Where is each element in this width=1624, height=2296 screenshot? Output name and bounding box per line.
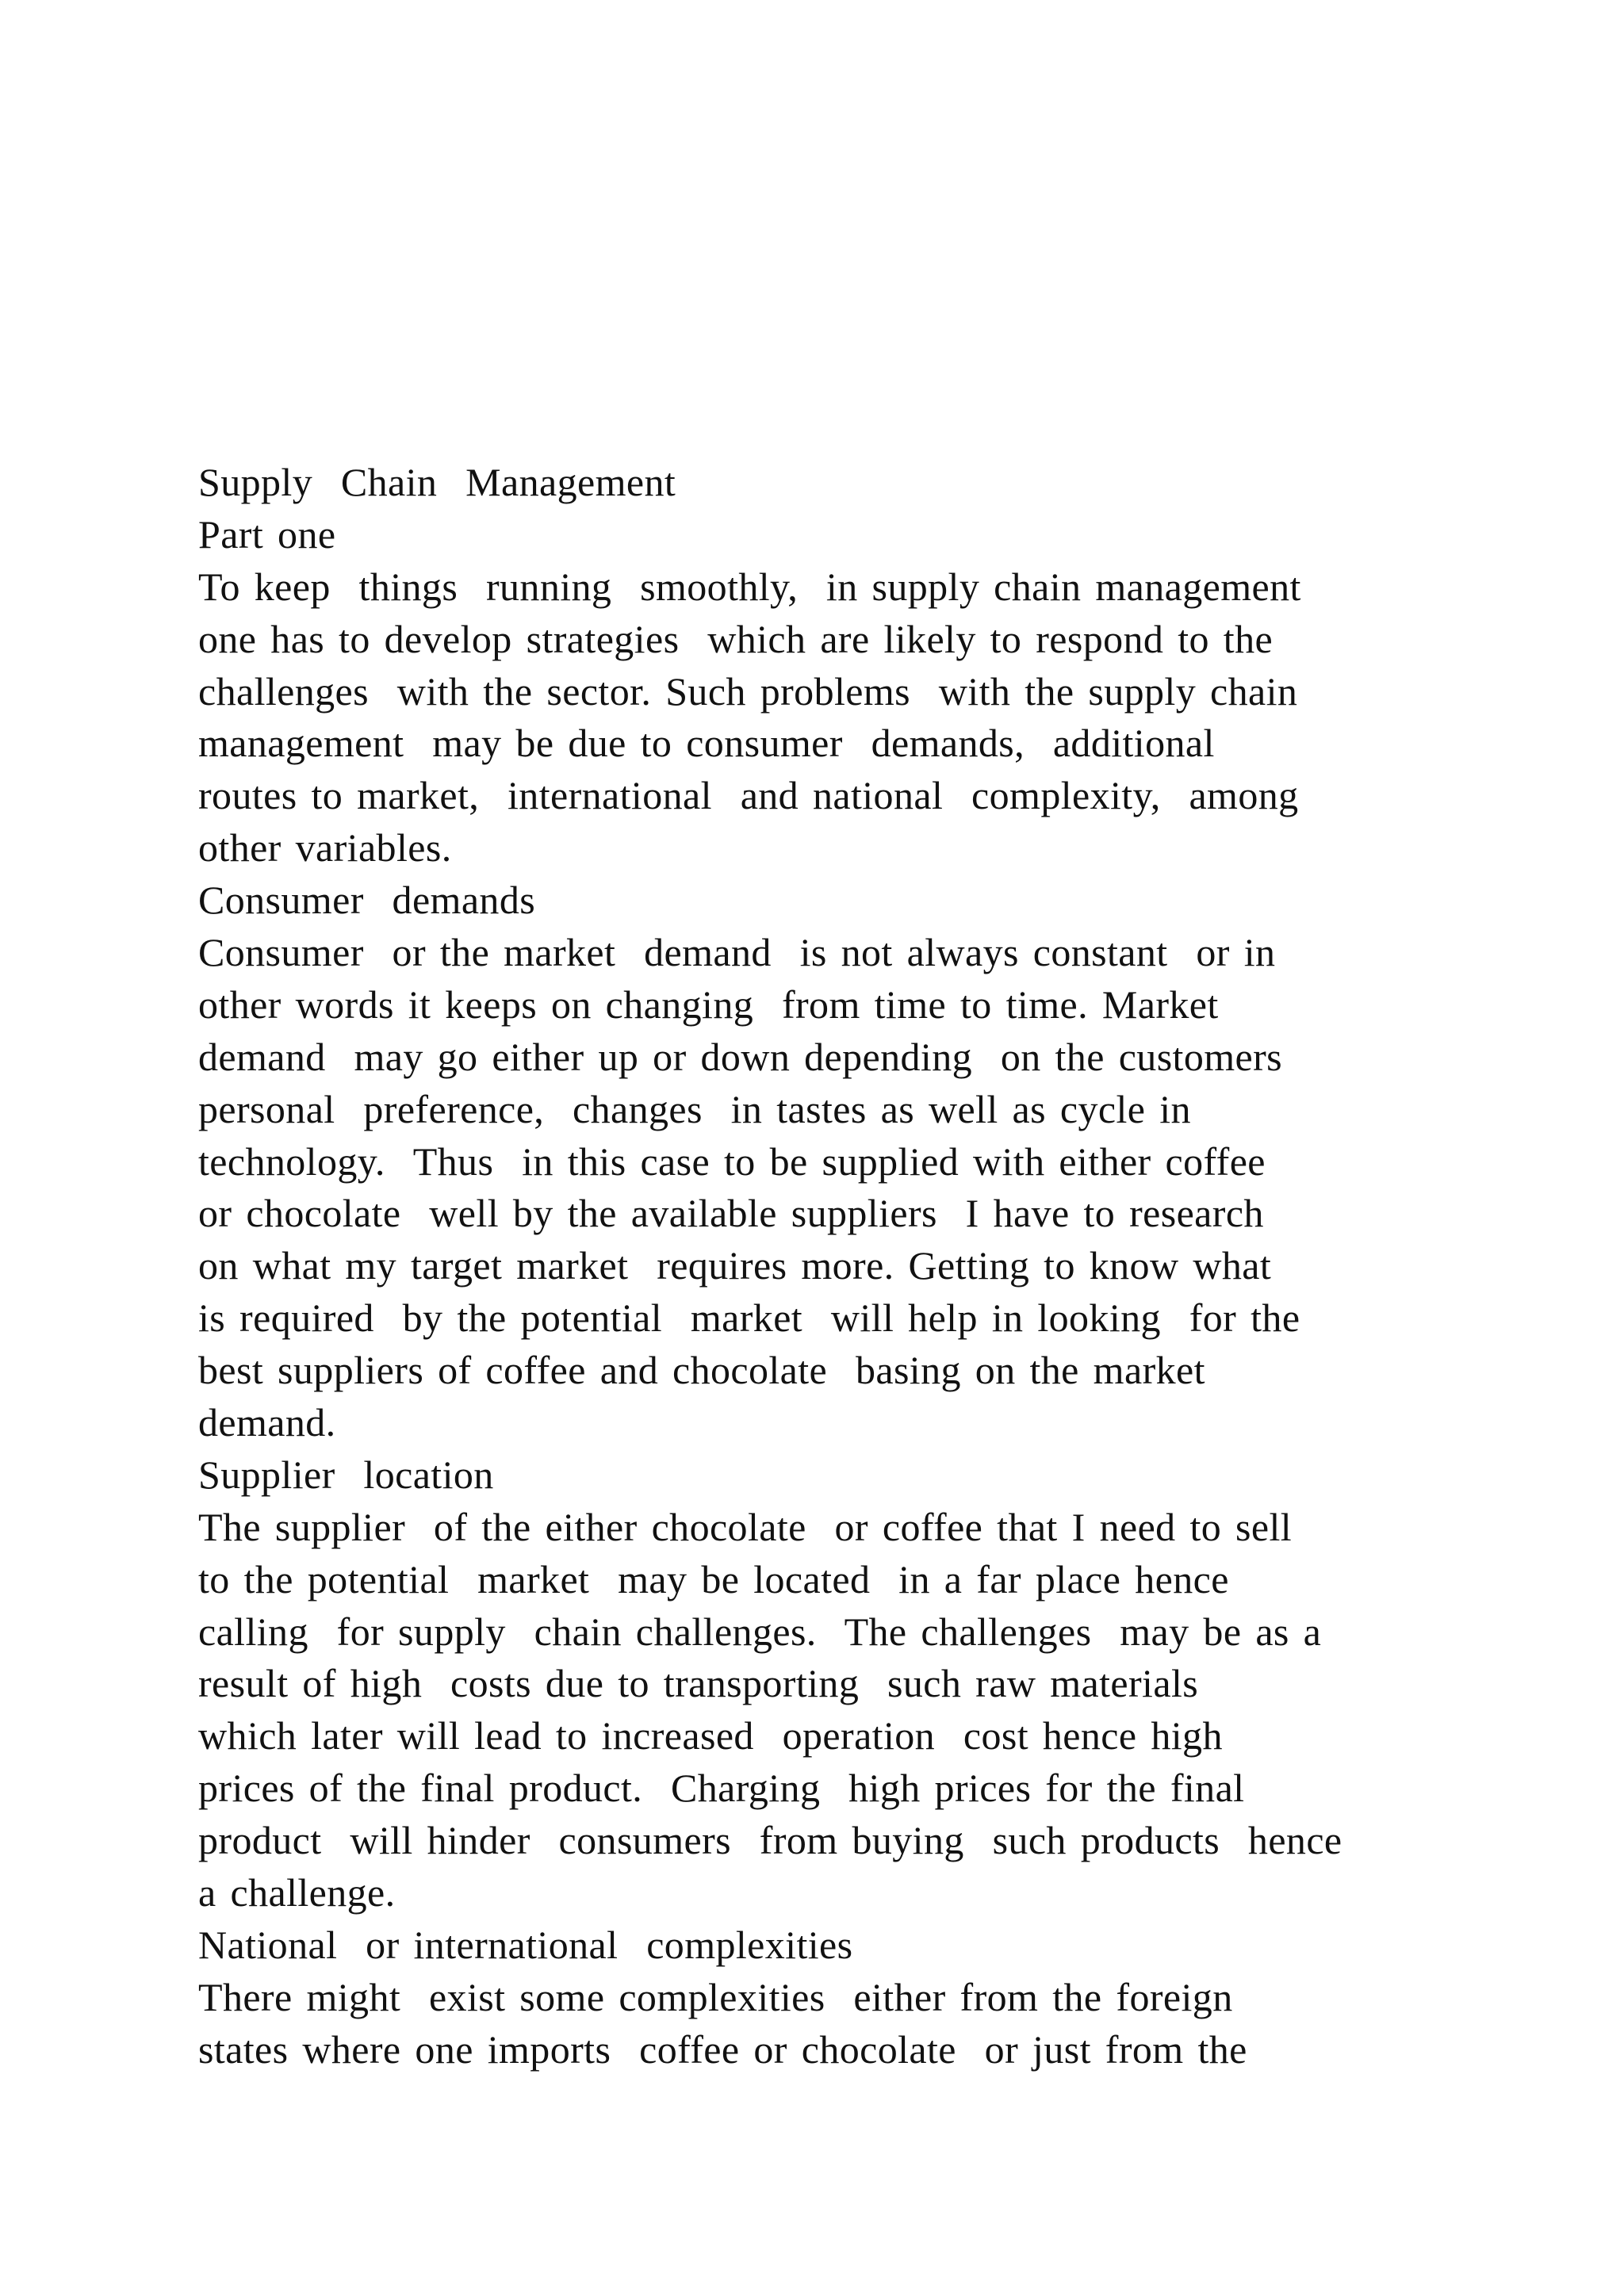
- text-line: on what my target market requires more. Getting to know what: [198, 1243, 1272, 1288]
- text-line: or chocolate well by the available suppliers I have to research: [198, 1191, 1264, 1236]
- text-line: one has to develop strategies which are likely to respond to the: [198, 616, 1274, 661]
- text-line: Consumer demands: [198, 878, 536, 923]
- text-line: To keep things running smoothly, in supply chain management: [198, 564, 1301, 609]
- document-body: [198, 457, 1546, 2076]
- text-line: to the potential market may be located in a far place hence: [198, 1556, 1229, 1601]
- text-line: result of high costs due to transporting such raw materials: [198, 1661, 1199, 1706]
- text-line: personal preference, changes in tastes as well as cycle in: [198, 1086, 1191, 1131]
- text-line: routes to market, international and national complexity, among: [198, 773, 1299, 818]
- text-line: Supplier location: [198, 1452, 494, 1497]
- text-line: best suppliers of coffee and chocolate basing on the market: [198, 1348, 1205, 1393]
- text-line: other words it keeps on changing from time to time. Market: [198, 982, 1219, 1027]
- text-line: Part one: [198, 511, 336, 557]
- text-line: prices of the final product. Charging high prices for the final: [198, 1766, 1245, 1811]
- text-line: is required by the potential market will help in looking for the: [198, 1295, 1300, 1341]
- text-line: technology. Thus in this case to be supplied with either coffee: [198, 1138, 1266, 1184]
- text-line: product will hinder consumers from buying such products hence: [198, 1818, 1342, 1863]
- text-line: demand.: [198, 1400, 336, 1445]
- text-line: states where one imports coffee or chocolate or just from the: [198, 2026, 1247, 2072]
- text-line: a challenge.: [198, 1870, 396, 1915]
- text-line: which later will lead to increased operation cost hence high: [198, 1713, 1223, 1758]
- text-line: National or international complexities: [198, 1922, 853, 1967]
- text-line: Consumer or the market demand is not always constant or in: [198, 930, 1276, 975]
- text-line: management may be due to consumer demands, additional: [198, 721, 1215, 766]
- text-line: The supplier of the either chocolate or coffee that I need to sell: [198, 1504, 1293, 1549]
- text-line: Supply Chain Management: [198, 460, 676, 504]
- text-line: other variables.: [198, 825, 452, 871]
- text-line: demand may go either up or down depending on the customers: [198, 1034, 1283, 1079]
- text-line: There might exist some complexities either from the foreign: [198, 1974, 1233, 2019]
- text-line: challenges with the sector. Such problems with the supply chain: [198, 668, 1298, 714]
- text-line: calling for supply chain challenges. The challenges may be as a: [198, 1609, 1322, 1654]
